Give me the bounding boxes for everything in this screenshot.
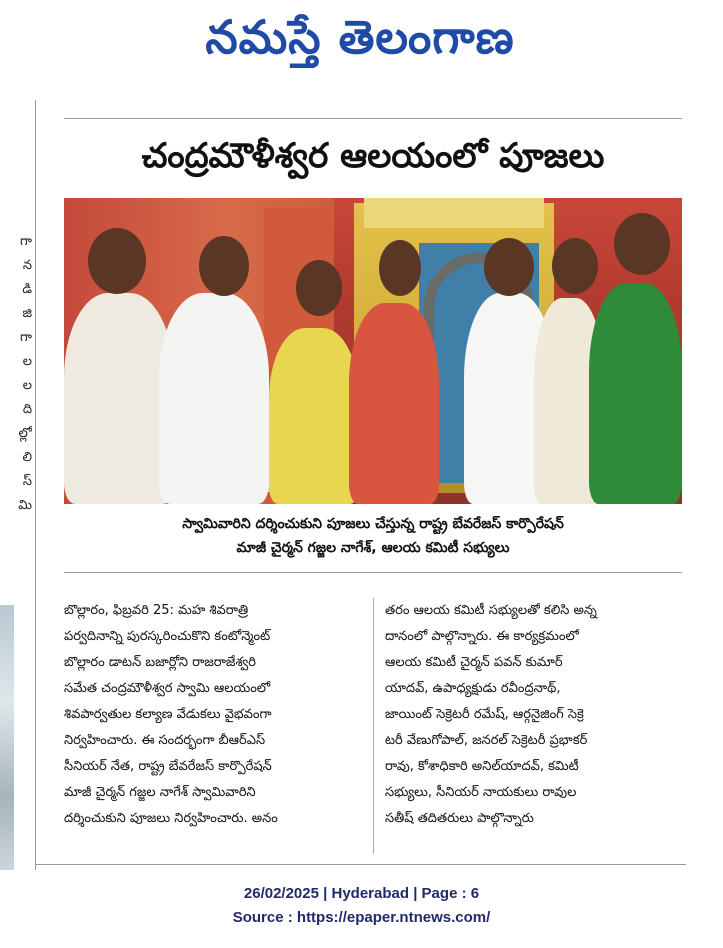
article-line: మాజీ చైర్మన్‌ గజ్జల నాగేశ్‌ స్వామివారిని bbox=[64, 785, 256, 800]
person-2 bbox=[159, 293, 269, 504]
fragment-text: డి bbox=[22, 282, 32, 297]
adjacent-article-fragment bbox=[0, 100, 36, 870]
fragment-text: ల bbox=[22, 354, 32, 369]
caption-rule bbox=[64, 572, 682, 573]
article-line: బొల్లారం, ఫిబ్రవరి 25: మహ శివరాత్రి bbox=[64, 603, 249, 618]
article-line: ఆలయ కమిటీ చైర్మన్‌ పవన్‌ కుమార్‌ bbox=[385, 655, 563, 670]
article-line: దానంలో పాల్గొన్నారు. ఈ కార్యక్రమంలో bbox=[385, 629, 579, 644]
source-url: Source : https://epaper.ntnews.com/ bbox=[232, 909, 491, 926]
fragment-text: లి bbox=[22, 450, 32, 465]
person-3-head bbox=[296, 260, 342, 316]
person-7 bbox=[589, 283, 682, 504]
caption-line: స్వామివారిని దర్శించుకుని పూజలు చేస్తున్న రాష్ట్ర బేవరేజస్‌ కార్పొరేషన్‌ bbox=[182, 516, 564, 532]
article-line: బొల్లారం డాటన్‌ బజార్లోని రాజరాజేశ్వరి bbox=[64, 655, 256, 670]
article-line: పర్వదినాన్ని పురస్కరించుకొని కంటోన్మెంట్‌ bbox=[64, 629, 271, 644]
fragment-text: గా bbox=[20, 330, 32, 345]
shrine-sign bbox=[364, 198, 544, 228]
article-line: నిర్వహించారు. ఈ సందర్భంగా బీఆర్‌ఎస్‌ bbox=[64, 733, 266, 748]
article-line: సమేత చంద్రమౌళీశ్వర స్వామి ఆలయంలో bbox=[64, 681, 271, 696]
person-4 bbox=[349, 303, 439, 504]
article-line: శివపార్వతుల కల్యాణ వేడుకలు వైభవంగా bbox=[64, 707, 272, 722]
person-3 bbox=[269, 328, 359, 504]
fragment-text: స్ bbox=[22, 474, 32, 489]
article-headline: చంద్రమౌళీశ్వర ఆలయంలో పూజలు bbox=[141, 136, 605, 176]
photo-caption bbox=[64, 512, 682, 560]
article-line: దర్శించుకుని పూజలు నిర్వహించారు. అనం bbox=[64, 811, 278, 826]
article-line: తరం ఆలయ కమిటీ సభ్యులతో కలిసి అన్న bbox=[385, 603, 597, 618]
fragment-text: ల bbox=[22, 378, 32, 393]
article-column-left bbox=[64, 598, 354, 832]
article-photo bbox=[64, 198, 682, 504]
edition-info: 26/02/2025 | Hyderabad | Page : 6 bbox=[243, 885, 480, 902]
person-7-head bbox=[614, 213, 670, 275]
person-1-head bbox=[88, 228, 146, 294]
bottom-rule bbox=[36, 864, 686, 865]
newspaper-logo: నమస్తే తెలంగాణ bbox=[205, 10, 515, 64]
adjacent-photo-fragment bbox=[0, 605, 14, 870]
article-line: రావు, కోశాధికారి అనిల్‌యాదవ్‌, కమిటీ bbox=[385, 759, 579, 774]
fragment-text: ల్లో bbox=[18, 426, 32, 441]
fragment-text: మి bbox=[18, 498, 32, 513]
top-rule bbox=[64, 118, 682, 119]
person-1 bbox=[64, 293, 174, 504]
person-5-head bbox=[484, 238, 534, 296]
article-line: సభ్యులు, సీనియర్‌ నాయకులు రావుల bbox=[385, 785, 577, 800]
person-6-head bbox=[552, 238, 598, 294]
article-column-right bbox=[385, 598, 675, 832]
article-line: యాదవ్‌, ఉపాధ్యక్షుడు రవీంద్రనాథ్‌, bbox=[385, 681, 561, 696]
fragment-text: జి bbox=[22, 306, 32, 321]
masthead bbox=[0, 0, 723, 80]
article-line: జాయింట్‌ సెక్రెటరీ రమేష్‌, ఆర్గనైజింగ్‌ సెక్రె bbox=[385, 707, 584, 722]
fragment-text: న bbox=[22, 258, 32, 273]
fragment-text: గా bbox=[20, 234, 32, 249]
article-line: సతీష్‌ తదితరులు పాల్గొన్నారు bbox=[385, 811, 534, 826]
person-4-head bbox=[379, 240, 421, 296]
article-line: టరీ వేణుగోపాల్‌, జనరల్‌ సెక్రెటరీ ప్రభాకర్‌ bbox=[385, 733, 588, 748]
article-line: సీనియర్‌ నేత, రాష్ట్ర బేవరేజస్‌ కార్పొరేషన్‌ bbox=[64, 759, 272, 774]
column-divider bbox=[373, 598, 374, 854]
person-2-head bbox=[199, 236, 249, 296]
fragment-text: ది bbox=[22, 402, 32, 417]
column-divider bbox=[35, 100, 36, 870]
caption-line: మాజీ చైర్మన్‌ గజ్జల నాగేశ్‌, ఆలయ కమిటీ సభ్యులు bbox=[236, 540, 510, 556]
